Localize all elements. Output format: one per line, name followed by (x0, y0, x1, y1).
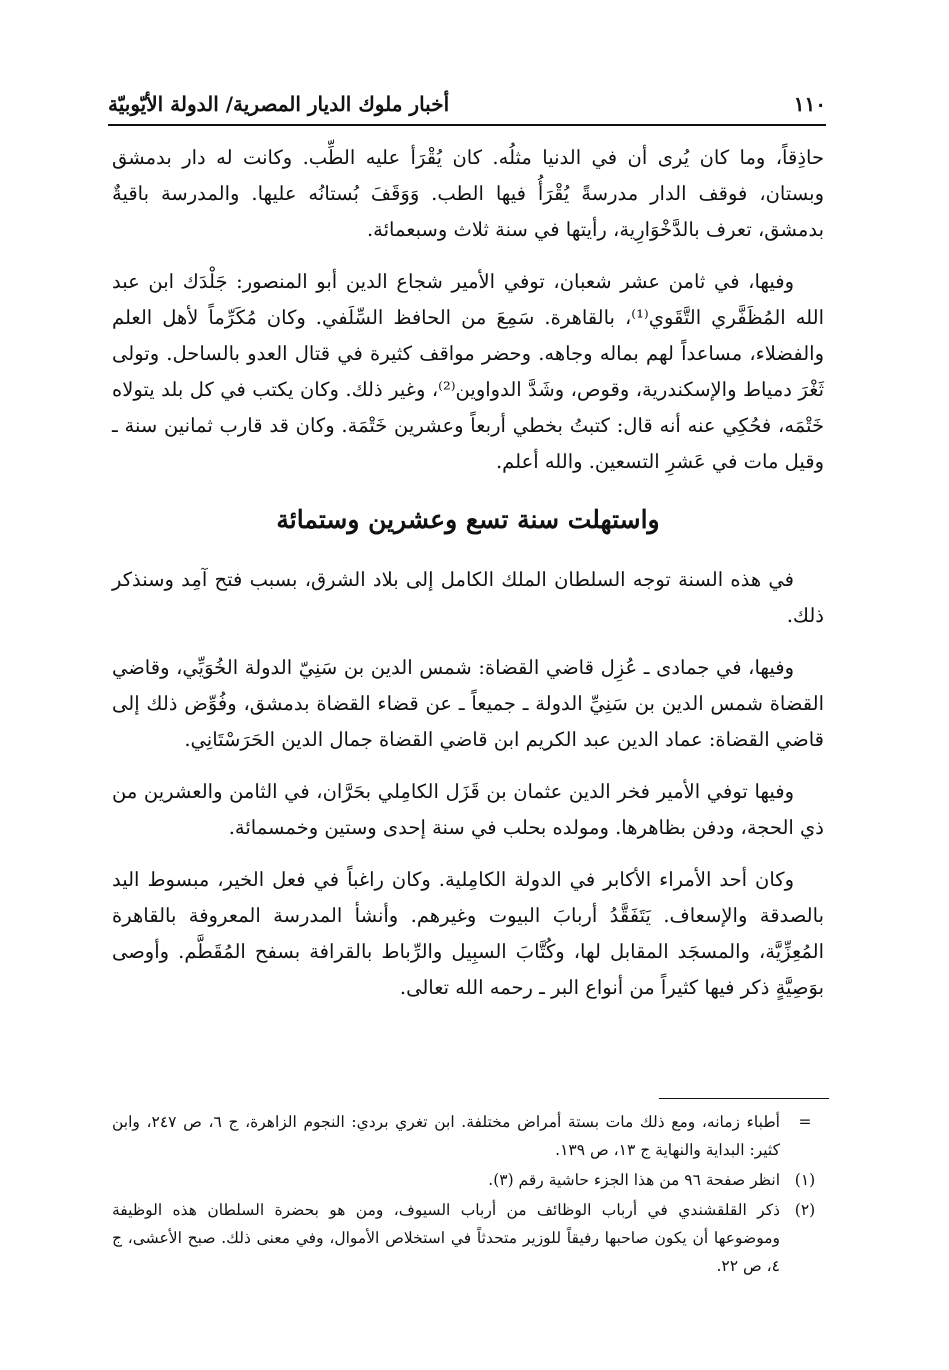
paragraph: حاذِقاً، وما كان يُرى أن في الدنيا مثلُه. كان يُقْرَأ عليه الطِّب. وكانت له دار بدمشق وبستان، فوقف الدار مدرسةً يُقْرَأُ فيها الطب. وَوَقَفَ بُستانُه عليها. والمدرسة باقيةٌ بدمشق، تعرف بالدَّخْوَارِية، رأيتها في سنة ثلاث وسبعمائة. (112, 146, 824, 241)
running-title: أخبار ملوك الديار المصرية/ الدولة الأيّوبيّة (108, 92, 450, 116)
running-header (108, 88, 826, 126)
paragraph: وفيها، في ثامن عشر شعبان، توفي الأمير شجاع الدين أبو المنصور: جَلْدَك ابن عبد الله المُظَفَّري التَّقَوي⁽¹⁾، بالقاهرة. سَمِعَ من الحافظ السِّلَفي. وكان مُكَرِّماً لأهل العلم والفضلاء، مساعداً لهم بماله وجاهه. وحضر مواقف كثيرة في قتال العدو بالساحل. وتولى ثَغْرَ دمياط والإسكندرية، وقوص، وشَدَّ الدواوين⁽²⁾، وغير ذلك. وكان يكتب في كل بلد يتولاه خَتْمَه، فحُكِي عنه أنه قال: كتبتُ بخطي أربعاً وعشرين خَتْمَة. وكان قد قارب ثمانين سنة ـ وقيل مات في عَشرِ التسعين. والله أعلم. (112, 270, 824, 473)
section-heading: واستهلت سنة تسع وعشرين وستمائة (276, 505, 660, 534)
footnote (112, 1108, 824, 1164)
footnote-text: أطباء زمانه، ومع ذلك مات بستة أمراض مختلفة. ابن تغري بردي: النجوم الزاهرة، ج ٦، ص ٢٤٧، وابن كثير: البداية والنهاية ج ١٣، ص ١٣٩. (112, 1113, 780, 1159)
paragraph: وفيها، في جمادى ـ عُزِل قاضي القضاة: شمس الدين بن سَنِيّ الدولة الخُوَيِّي، وقاضي القضاة شمس الدين بن سَنِيِّ الدولة ـ جميعاً ـ عن قضاء القضاة بدمشق، وفُوِّض ذلك إلى قاضي القضاة: عماد الدين عبد الكريم ابن قاضي القضاة جمال الدين الحَرَسْتَانِي. (112, 656, 824, 751)
paragraph: في هذه السنة توجه السلطان الملك الكامل إلى بلاد الشرق، بسبب فتح آمِد وسنذكر ذلك. (112, 568, 824, 627)
footnote (112, 1196, 824, 1280)
footnote-text: انظر صفحة ٩٦ من هذا الجزء حاشية رقم (٣). (488, 1171, 780, 1189)
main-text (112, 140, 824, 1022)
footnote-text: ذكر القلقشندي في أرباب الوظائف من أرباب السيوف، ومن هو بحضرة السلطان هذه الوظيفة وموضوعها أن يكون صاحبها رفيقاً للوزير متحدثاً في استخلاص الأموال، وفي معنى ذلك. صبح الأعشى، ج ٤، ص ٢٢. (112, 1201, 780, 1275)
footnote-mark: = (798, 1113, 812, 1131)
footnote (112, 1166, 824, 1194)
footnote-mark: (١) (794, 1171, 816, 1189)
paragraph: وكان أحد الأمراء الأكابر في الدولة الكامِلية. وكان راغباً في فعل الخير، مبسوط اليد بالصدقة والإسعاف. يَتَفَقَّدُ أربابَ البيوت وغيرهم. وأنشأ المدرسة المعروفة بالقاهرة المُعِزِّيَّة، والمسجَد المقابل لها، وكُتَّابَ السبِيل والرِّباط بالقرافة بسفح المُقَطَّم. وأوصى بوَصِيَّةٍ ذكر فيها كثيراً من أنواع البر ـ رحمه الله تعالى. (112, 868, 824, 999)
footnotes (112, 1108, 824, 1282)
footnote-divider (659, 1098, 829, 1099)
page-number: ١١٠ (793, 92, 826, 116)
footnote-mark: (٢) (794, 1201, 816, 1219)
paragraph: وفيها توفي الأمير فخر الدين عثمان بن قَزَل الكامِلي بحَرَّان، في الثامن والعشرين من ذي الحجة، ودفن بظاهرها. ومولده بحلب في سنة إحدى وستين وخمسمائة. (112, 780, 824, 839)
